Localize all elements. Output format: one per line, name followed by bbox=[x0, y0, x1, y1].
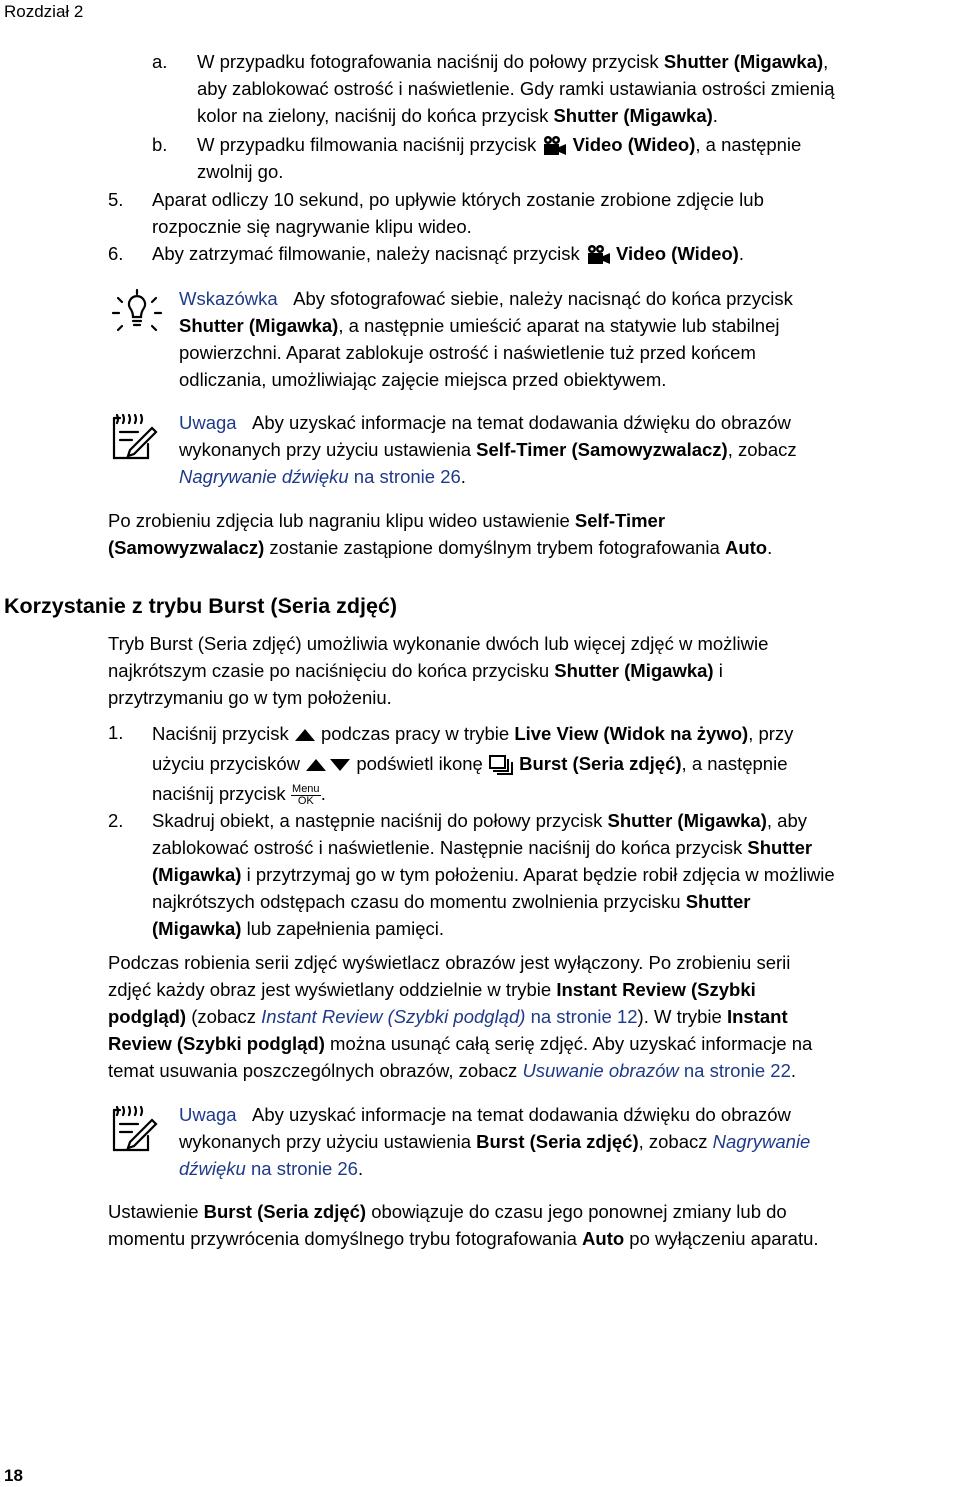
burst-step-2-marker: 2. bbox=[108, 810, 124, 831]
note1-line-3: Nagrywanie dźwięku na stronie 26. bbox=[179, 466, 466, 487]
note1-line-1: Uwaga Aby uzyskać informacje na temat dodawania dźwięku do obrazów bbox=[179, 412, 791, 433]
note2-link-part2[interactable]: dźwięku na stronie 26 bbox=[179, 1158, 358, 1179]
list-a-line-3: kolor na zielony, naciśnij do końca przycisk Shutter (Migawka). bbox=[197, 105, 718, 126]
step-5-marker: 5. bbox=[108, 189, 124, 210]
note2-line-1: Uwaga Aby uzyskać informacje na temat dodawania dźwięku do obrazów bbox=[179, 1104, 791, 1125]
note2-line-2: wykonanych przy użyciu ustawienia Burst (Seria zdjęć), zobacz Nagrywanie bbox=[179, 1131, 811, 1152]
lightbulb-icon bbox=[110, 286, 164, 342]
para2-line-2: zdjęć każdy obraz jest wyświetlany oddzielnie w trybie Instant Review (Szybki bbox=[108, 979, 756, 1000]
note2-label: Uwaga bbox=[179, 1104, 237, 1125]
chapter-header: Rozdział 2 bbox=[4, 2, 84, 21]
step-6-marker: 6. bbox=[108, 243, 124, 264]
burst-mode-icon bbox=[488, 754, 514, 776]
note1-line-2: wykonanych przy użyciu ustawienia Self-Timer (Samowyzwalacz), zobacz bbox=[179, 439, 797, 460]
list-b-line-1: W przypadku filmowania naciśnij przycisk Video (Wideo), a następnie bbox=[197, 131, 801, 158]
list-b-line-2: zwolnij go. bbox=[197, 161, 284, 182]
note-pencil-icon bbox=[108, 412, 160, 464]
section-intro-line-3: przytrzymaniu go w tym położeniu. bbox=[108, 687, 392, 708]
delete-images-link[interactable]: Usuwanie obrazów na stronie 22 bbox=[522, 1060, 791, 1081]
tip-line-3: powierzchni. Aparat zablokuje ostrość i naświetlenie tuż przed końcem bbox=[179, 342, 756, 363]
list-marker-a: a. bbox=[152, 51, 168, 72]
list-marker-b: b. bbox=[152, 134, 168, 155]
video-camera-icon bbox=[541, 135, 567, 157]
step-6-line: Aby zatrzymać filmowanie, należy nacisnąć przycisk Video (Wideo). bbox=[152, 240, 744, 267]
tip-line-1: Wskazówka Aby sfotografować siebie, należy nacisnąć do końca przycisk bbox=[179, 288, 793, 309]
step-5-line-1: Aparat odliczy 10 sekund, po upływie których zostanie zrobione zdjęcie lub bbox=[152, 189, 764, 210]
burst-step-1-line-2: użyciu przycisków podświetl ikonę Burst (Seria zdjęć), a następnie bbox=[152, 750, 788, 777]
burst-step-2-line-2: zablokować ostrość i naświetlenie. Następnie naciśnij do końca przycisk Shutter bbox=[152, 837, 813, 858]
tip-line-2: Shutter (Migawka), a następnie umieścić aparat na statywie lub stabilnej bbox=[179, 315, 780, 336]
up-down-arrows-icon bbox=[305, 758, 351, 772]
video-camera-icon bbox=[585, 244, 611, 266]
menu-ok-button-icon: Menu OK bbox=[292, 782, 320, 807]
burst-step-2-line-1: Skadruj obiekt, a następnie naciśnij do połowy przycisk Shutter (Migawka), aby bbox=[152, 810, 807, 831]
burst-step-1-line-3: naciśnij przycisk Menu OK . bbox=[152, 782, 326, 807]
para2-line-3: podgląd) (zobacz Instant Review (Szybki podgląd) na stronie 12). W trybie Instant bbox=[108, 1006, 788, 1027]
para3-line-1: Ustawienie Burst (Seria zdjęć) obowiązuje do czasu jego ponownej zmiany lub do bbox=[108, 1201, 787, 1222]
para1-line-1: Po zrobieniu zdjęcia lub nagraniu klipu wideo ustawienie Self-Timer bbox=[108, 510, 666, 531]
para1-line-2: (Samowyzwalacz) zostanie zastąpione domyślnym trybem fotografowania Auto. bbox=[108, 537, 773, 558]
step-5-line-2: rozpocznie się nagrywanie klipu wideo. bbox=[152, 216, 472, 237]
tip-label: Wskazówka bbox=[179, 288, 278, 309]
list-a-line-1: W przypadku fotografowania naciśnij do połowy przycisk Shutter (Migawka), bbox=[197, 51, 829, 72]
instant-review-link[interactable]: Instant Review (Szybki podgląd) na stronie 12 bbox=[261, 1006, 638, 1027]
burst-step-2-line-3: (Migawka) i przytrzymaj go w tym położeniu. Aparat będzie robił zdjęcia w możliwie bbox=[152, 864, 835, 885]
up-arrow-icon bbox=[294, 728, 316, 742]
para3-line-2: momentu przywrócenia domyślnego trybu fotografowania Auto po wyłączeniu aparatu. bbox=[108, 1228, 819, 1249]
note1-link[interactable]: Nagrywanie dźwięku na stronie 26 bbox=[179, 466, 461, 487]
note2-link-part1[interactable]: Nagrywanie bbox=[712, 1131, 811, 1152]
burst-step-2-line-5: (Migawka) lub zapełnienia pamięci. bbox=[152, 918, 445, 939]
list-a-line-2: aby zablokować ostrość i naświetlenie. Gdy ramki ustawiania ostrości zmienią bbox=[197, 78, 835, 99]
burst-step-1-line-1: Naciśnij przycisk podczas pracy w trybie Live View (Widok na żywo), przy bbox=[152, 723, 794, 744]
note-pencil-icon bbox=[108, 1104, 160, 1156]
section-intro-line-2: najkrótszym czasie po naciśnięciu do końca przycisku Shutter (Migawka) i bbox=[108, 660, 723, 681]
burst-step-1-marker: 1. bbox=[108, 722, 124, 743]
section-heading: Korzystanie z trybu Burst (Seria zdjęć) bbox=[4, 594, 398, 618]
burst-step-2-line-4: najkrótszych odstępach czasu do momentu zwolnienia przycisku Shutter bbox=[152, 891, 751, 912]
para2-line-5: temat usuwania poszczególnych obrazów, zobacz Usuwanie obrazów na stronie 22. bbox=[108, 1060, 796, 1081]
note2-line-3: dźwięku na stronie 26. bbox=[179, 1158, 364, 1179]
para2-line-1: Podczas robienia serii zdjęć wyświetlacz obrazów jest wyłączony. Po zrobieniu serii bbox=[108, 952, 791, 973]
note1-label: Uwaga bbox=[179, 412, 237, 433]
tip-line-4: odliczania, umożliwiając zajęcie miejsca przed obiektywem. bbox=[179, 369, 667, 390]
para2-line-4: Review (Szybki podgląd) można usunąć całą serię zdjęć. Aby uzyskać informacje na bbox=[108, 1033, 813, 1054]
page-number: 18 bbox=[4, 1466, 23, 1485]
section-intro-line-1: Tryb Burst (Seria zdjęć) umożliwia wykonanie dwóch lub więcej zdjęć w możliwie bbox=[108, 633, 769, 654]
